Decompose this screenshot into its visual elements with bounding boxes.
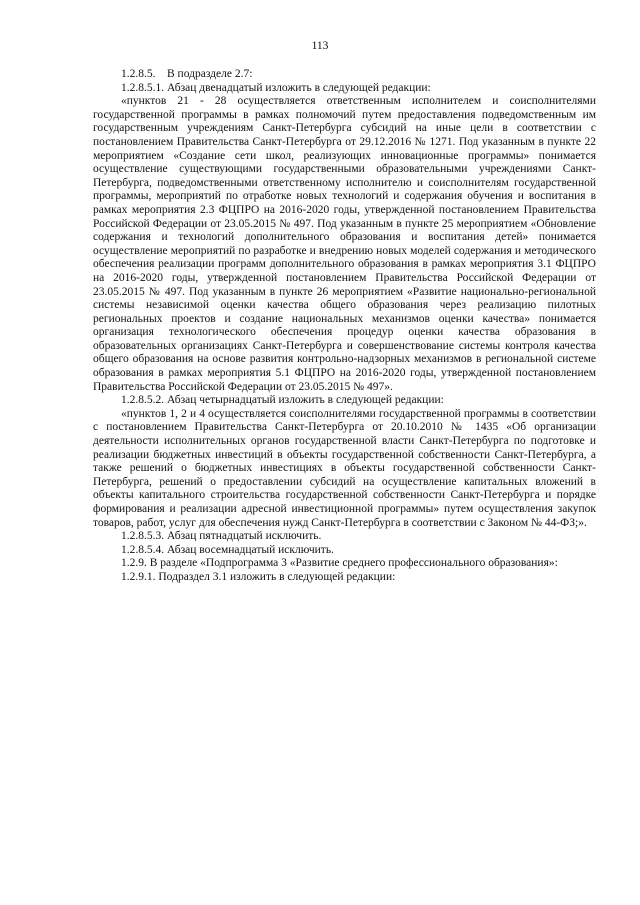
document-body (93, 68, 596, 585)
paragraph-1-2-9-1: 1.2.9.1. Подраздел 3.1 изложить в следующей редакции: (121, 570, 396, 583)
paragraph-1-2-9: 1.2.9. В разделе «Подпрограмма 3 «Развитие среднего профессионального образования»: (121, 557, 558, 570)
paragraph-quote-items-21-28: «пунктов 21 - 28 осуществляется ответственным исполнителем и соисполнителями государственной программы в рамках полномочий путем предоставления подведомственным им государственным учреждениям Санкт-Петербурга субсидий на иные цели в соответствии с постановлением Правительства Санкт-Петербурга от 29.12.2016 № 1271. Под указанным в пункте 22 мероприятием «Создание сети школ, реализующих инновационные программы» понимается осуществление существующими государственными образовательными учреждениями Санкт-Петербурга, подведомственными ответственному исполнителю и соисполнителям государственной программы, мероприятий по отработке новых технологий и содержания обучения и воспитания в рамках мероприятия 2.3 ФЦПРО на 2016-2020 годы, утвержденной постановлением Правительства Российской Федерации от 23.05.2015 № 497. Под указанным в пункте 25 мероприятием «Обновление содержания и технологий дополнительного образования и воспитания детей» понимается осуществление мероприятий по разработке и внедрению новых моделей содержания и методического обеспечения реализации программ дополнительного образования в рамках мероприятия 3.1 ФЦПРО на 2016-2020 годы, утвержденной постановлением Правительства Российской Федерации от 23.05.2015 № 497. Под указанным в пункте 26 мероприятием «Развитие национально-региональной системы независимой оценки качества общего образования через реализацию пилотных региональных проектов и создание национальных механизмов оценки качества» понимается организация технологического обеспечения процедур оценки качества образования в образовательных организациях Санкт-Петербурга и совершенствование системы контроля качества общего образования на основе развития контрольно-надзорных механизмов в региональной системе образования в рамках мероприятия 5.1 ФЦПРО на 2016-2020 годы, утвержденной постановлением Правительства Российской Федерации от 23.05.2015 № 497». (93, 95, 596, 393)
paragraph-quote-items-1-2-4: «пунктов 1, 2 и 4 осуществляется соисполнителями государственной программы в соответствии с постановлением Правительства Санкт-Петербурга от 20.10.2010 № 1435 «Об организации деятельности исполнительных органов государственной власти Санкт-Петербурга по подготовке и реализации бюджетных инвестиций в объекты государственной собственности Санкт-Петербурга, а также решений о бюджетных инвестициях в объекты государственной собственности Санкт-Петербурга, решений о предоставлении субсидий на осуществление капитальных вложений в объекты капитального строительства государственной собственности Санкт-Петербурга и порядке формирования и реализации адресной инвестиционной программы» путем осуществления закупок товаров, работ, услуг для обеспечения нужд Санкт-Петербурга в соответствии с Законом № 44-ФЗ;». (93, 407, 596, 529)
paragraph-1-2-8-5-4: 1.2.8.5.4. Абзац восемнадцатый исключить. (121, 543, 334, 556)
paragraph-1-2-8-5-2: 1.2.8.5.2. Абзац четырнадцатый изложить в следующей редакции: (121, 394, 444, 407)
paragraph-1-2-8-5-3: 1.2.8.5.3. Абзац пятнадцатый исключить. (121, 530, 322, 543)
paragraph-1-2-8-5-1: 1.2.8.5.1. Абзац двенадцатый изложить в следующей редакции: (121, 81, 431, 94)
page-number: 113 (311, 40, 329, 52)
paragraph-1-2-8-5: 1.2.8.5. В подразделе 2.7: (121, 68, 253, 80)
